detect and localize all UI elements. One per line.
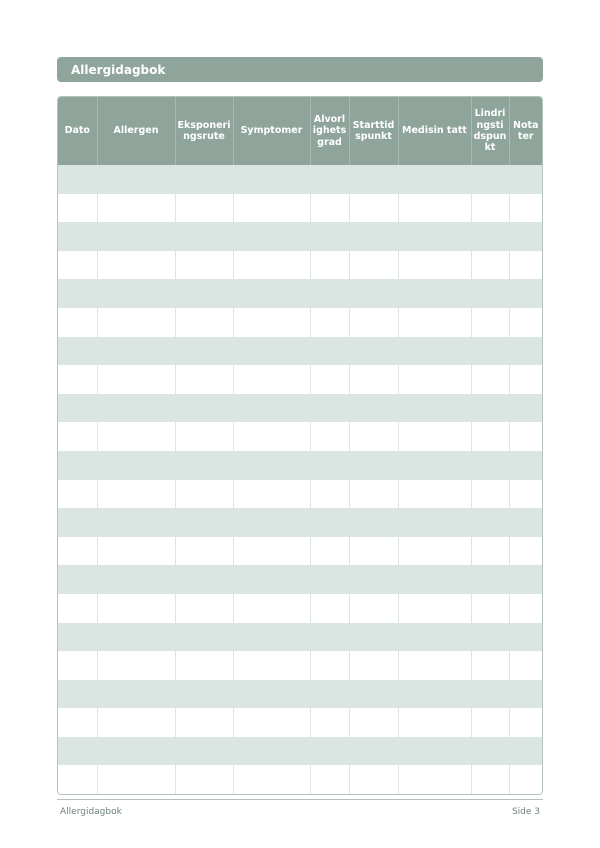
page-title: Allergidagbok (71, 62, 166, 77)
table-cell[interactable] (175, 308, 233, 337)
table-cell[interactable] (233, 279, 310, 308)
table-cell[interactable] (349, 708, 398, 737)
table-cell[interactable] (233, 623, 310, 652)
table-cell[interactable] (398, 365, 471, 394)
table-cell[interactable] (471, 765, 509, 794)
table-cell[interactable] (58, 394, 97, 423)
table-cell[interactable] (310, 737, 349, 766)
table-cell[interactable] (398, 651, 471, 680)
table-row (58, 537, 542, 566)
table-cell[interactable] (58, 680, 97, 709)
table-cell[interactable] (509, 165, 542, 194)
table-row (58, 165, 542, 194)
table-cell[interactable] (58, 623, 97, 652)
table-cell[interactable] (471, 623, 509, 652)
table-cell[interactable] (471, 565, 509, 594)
table-cell[interactable] (97, 308, 175, 337)
table-cell[interactable] (471, 279, 509, 308)
table-row (58, 594, 542, 623)
table-cell[interactable] (398, 765, 471, 794)
table-cell[interactable] (175, 279, 233, 308)
table-cell[interactable] (58, 279, 97, 308)
table-cell[interactable] (58, 508, 97, 537)
table-cell[interactable] (349, 651, 398, 680)
table-cell[interactable] (471, 708, 509, 737)
table-cell[interactable] (233, 594, 310, 623)
table-cell[interactable] (398, 422, 471, 451)
table-cell[interactable] (233, 394, 310, 423)
table-cell[interactable] (398, 337, 471, 366)
table-cell[interactable] (509, 422, 542, 451)
table-cell[interactable] (398, 480, 471, 509)
table-cell[interactable] (471, 680, 509, 709)
table-cell[interactable] (58, 365, 97, 394)
table-cell[interactable] (175, 165, 233, 194)
table-cell[interactable] (349, 508, 398, 537)
table-cell[interactable] (175, 394, 233, 423)
table-row (58, 279, 542, 308)
table-cell[interactable] (471, 651, 509, 680)
table-cell[interactable] (349, 623, 398, 652)
table-cell[interactable] (349, 594, 398, 623)
table-cell[interactable] (349, 394, 398, 423)
table-cell[interactable] (58, 480, 97, 509)
table-cell[interactable] (349, 337, 398, 366)
table-row (58, 651, 542, 680)
table-cell[interactable] (310, 623, 349, 652)
table-cell[interactable] (471, 222, 509, 251)
table-cell[interactable] (509, 737, 542, 766)
table-row (58, 623, 542, 652)
table-cell[interactable] (509, 594, 542, 623)
table-cell[interactable] (97, 337, 175, 366)
table-cell[interactable] (509, 251, 542, 280)
table-cell[interactable] (509, 222, 542, 251)
table-cell[interactable] (349, 308, 398, 337)
table-cell[interactable] (175, 765, 233, 794)
table-cell[interactable] (398, 737, 471, 766)
table-cell[interactable] (175, 680, 233, 709)
table-cell[interactable] (310, 480, 349, 509)
table-row (58, 422, 542, 451)
table-cell[interactable] (175, 708, 233, 737)
table-cell[interactable] (175, 194, 233, 223)
table-cell[interactable] (97, 537, 175, 566)
table-cell[interactable] (398, 680, 471, 709)
table-cell[interactable] (310, 765, 349, 794)
table-cell[interactable] (97, 651, 175, 680)
table-cell[interactable] (58, 194, 97, 223)
table-cell[interactable] (471, 308, 509, 337)
col-header-symptomer: Symptomer (233, 97, 310, 165)
table-cell[interactable] (310, 565, 349, 594)
table-cell[interactable] (233, 365, 310, 394)
table-cell[interactable] (97, 279, 175, 308)
table-row (58, 708, 542, 737)
table-row (58, 765, 542, 794)
table-cell[interactable] (310, 251, 349, 280)
table-cell[interactable] (310, 651, 349, 680)
table-cell[interactable] (175, 480, 233, 509)
table-cell[interactable] (97, 194, 175, 223)
table-row (58, 394, 542, 423)
table-cell[interactable] (233, 194, 310, 223)
table-cell[interactable] (349, 194, 398, 223)
table-cell[interactable] (398, 594, 471, 623)
table-cell[interactable] (471, 251, 509, 280)
table-cell[interactable] (233, 308, 310, 337)
table-row (58, 480, 542, 509)
table-cell[interactable] (509, 565, 542, 594)
table-cell[interactable] (509, 337, 542, 366)
col-header-eksponeringsrute: Eksponeringsrute (175, 97, 233, 165)
table-cell[interactable] (349, 279, 398, 308)
footer-divider (57, 799, 543, 800)
table-cell[interactable] (233, 480, 310, 509)
table-cell[interactable] (310, 451, 349, 480)
table-cell[interactable] (310, 222, 349, 251)
table-cell[interactable] (58, 422, 97, 451)
table-cell[interactable] (310, 508, 349, 537)
table-cell[interactable] (97, 394, 175, 423)
table-cell[interactable] (233, 422, 310, 451)
table-cell[interactable] (58, 765, 97, 794)
table-row (58, 337, 542, 366)
col-header-allergen: Allergen (97, 97, 175, 165)
col-header-lindringstidspunkt: Lindringstidspunkt (471, 97, 509, 165)
table-cell[interactable] (97, 222, 175, 251)
table-cell[interactable] (175, 565, 233, 594)
table-cell[interactable] (233, 251, 310, 280)
table-cell[interactable] (233, 508, 310, 537)
table-cell[interactable] (509, 451, 542, 480)
col-header-medisin-tatt: Medisin tatt (398, 97, 471, 165)
table-cell[interactable] (398, 623, 471, 652)
title-bar (57, 57, 543, 82)
table-cell[interactable] (58, 565, 97, 594)
table-cell[interactable] (58, 708, 97, 737)
table-cell[interactable] (233, 165, 310, 194)
table-cell[interactable] (310, 194, 349, 223)
table-cell[interactable] (398, 565, 471, 594)
table-header-row (58, 97, 542, 165)
table-cell[interactable] (349, 765, 398, 794)
table-cell[interactable] (398, 165, 471, 194)
table-cell[interactable] (398, 251, 471, 280)
table-row (58, 365, 542, 394)
table-cell[interactable] (509, 308, 542, 337)
table-cell[interactable] (349, 365, 398, 394)
table-cell[interactable] (509, 537, 542, 566)
table-cell[interactable] (58, 537, 97, 566)
table-row (58, 451, 542, 480)
table-cell[interactable] (233, 651, 310, 680)
table-cell[interactable] (310, 279, 349, 308)
table-cell[interactable] (471, 394, 509, 423)
table-cell[interactable] (233, 737, 310, 766)
table-cell[interactable] (97, 165, 175, 194)
table-cell[interactable] (175, 623, 233, 652)
table-row (58, 251, 542, 280)
table-cell[interactable] (58, 308, 97, 337)
table-cell[interactable] (349, 537, 398, 566)
table-cell[interactable] (175, 651, 233, 680)
table-cell[interactable] (175, 508, 233, 537)
table-cell[interactable] (471, 594, 509, 623)
table-cell[interactable] (97, 480, 175, 509)
table-row (58, 194, 542, 223)
table-cell[interactable] (58, 594, 97, 623)
footer-title: Allergidagbok (60, 807, 122, 817)
table-cell[interactable] (349, 451, 398, 480)
table-cell[interactable] (97, 365, 175, 394)
table-cell[interactable] (398, 308, 471, 337)
table-cell[interactable] (310, 708, 349, 737)
table-cell[interactable] (175, 537, 233, 566)
table-cell[interactable] (310, 594, 349, 623)
diary-table (57, 96, 543, 795)
table-cell[interactable] (349, 165, 398, 194)
table-row (58, 565, 542, 594)
table-cell[interactable] (97, 508, 175, 537)
table-cell[interactable] (58, 165, 97, 194)
table-cell[interactable] (310, 337, 349, 366)
table-cell[interactable] (175, 737, 233, 766)
table-cell[interactable] (471, 451, 509, 480)
table-cell[interactable] (97, 623, 175, 652)
col-header-starttidspunkt: Starttidspunkt (349, 97, 398, 165)
table-cell[interactable] (398, 508, 471, 537)
table-cell[interactable] (398, 222, 471, 251)
table-cell[interactable] (349, 737, 398, 766)
table-cell[interactable] (175, 251, 233, 280)
table-cell[interactable] (233, 222, 310, 251)
table-row (58, 308, 542, 337)
table-cell[interactable] (233, 708, 310, 737)
table-cell[interactable] (58, 337, 97, 366)
table-cell[interactable] (349, 422, 398, 451)
table-cell[interactable] (175, 422, 233, 451)
table-cell[interactable] (509, 279, 542, 308)
table-cell[interactable] (97, 765, 175, 794)
table-cell[interactable] (398, 451, 471, 480)
table-cell[interactable] (471, 194, 509, 223)
table-cell[interactable] (509, 508, 542, 537)
table-cell[interactable] (398, 394, 471, 423)
table-cell[interactable] (509, 394, 542, 423)
table-cell[interactable] (58, 451, 97, 480)
table-cell[interactable] (58, 737, 97, 766)
table-cell[interactable] (310, 365, 349, 394)
table-cell[interactable] (175, 365, 233, 394)
table-cell[interactable] (398, 194, 471, 223)
table-cell[interactable] (233, 337, 310, 366)
table-cell[interactable] (349, 565, 398, 594)
table-cell[interactable] (509, 194, 542, 223)
table-cell[interactable] (310, 422, 349, 451)
table-cell[interactable] (233, 565, 310, 594)
table-cell[interactable] (509, 480, 542, 509)
table-cell[interactable] (175, 337, 233, 366)
table-cell[interactable] (97, 737, 175, 766)
table-cell[interactable] (233, 537, 310, 566)
table-cell[interactable] (509, 680, 542, 709)
col-header-dato: Dato (58, 97, 97, 165)
table-cell[interactable] (233, 451, 310, 480)
table-cell[interactable] (58, 222, 97, 251)
footer-page-number: Side 3 (511, 807, 540, 817)
table-row (58, 222, 542, 251)
table-cell[interactable] (58, 651, 97, 680)
table-cell[interactable] (349, 680, 398, 709)
table-cell[interactable] (310, 165, 349, 194)
table-cell[interactable] (97, 708, 175, 737)
table-body (58, 165, 542, 794)
table-cell[interactable] (97, 451, 175, 480)
table-cell[interactable] (471, 165, 509, 194)
table-cell[interactable] (398, 537, 471, 566)
table-cell[interactable] (349, 251, 398, 280)
col-header-alvorlighetsgrad: Alvorlighetsgrad (310, 97, 349, 165)
table-cell[interactable] (509, 365, 542, 394)
table-cell[interactable] (97, 422, 175, 451)
table-row (58, 680, 542, 709)
table-cell[interactable] (58, 251, 97, 280)
table-cell[interactable] (175, 451, 233, 480)
table-cell[interactable] (349, 480, 398, 509)
table-row (58, 508, 542, 537)
table-cell[interactable] (509, 765, 542, 794)
table-cell[interactable] (471, 365, 509, 394)
table-row (58, 737, 542, 766)
table-cell[interactable] (97, 565, 175, 594)
table-cell[interactable] (349, 222, 398, 251)
table-cell[interactable] (310, 537, 349, 566)
table-cell[interactable] (97, 680, 175, 709)
table-cell[interactable] (310, 394, 349, 423)
table-cell[interactable] (509, 708, 542, 737)
table-cell[interactable] (471, 508, 509, 537)
table-cell[interactable] (310, 680, 349, 709)
table-cell[interactable] (398, 279, 471, 308)
table-cell[interactable] (398, 708, 471, 737)
table-cell[interactable] (471, 480, 509, 509)
table-cell[interactable] (509, 623, 542, 652)
table-cell[interactable] (233, 765, 310, 794)
table-cell[interactable] (471, 537, 509, 566)
table-cell[interactable] (97, 594, 175, 623)
table-cell[interactable] (175, 222, 233, 251)
table-cell[interactable] (471, 337, 509, 366)
table-cell[interactable] (175, 594, 233, 623)
table-cell[interactable] (471, 422, 509, 451)
table-cell[interactable] (97, 251, 175, 280)
table-cell[interactable] (471, 737, 509, 766)
table-cell[interactable] (233, 680, 310, 709)
table-cell[interactable] (509, 651, 542, 680)
table-cell[interactable] (310, 308, 349, 337)
col-header-notater: Notater (509, 97, 542, 165)
